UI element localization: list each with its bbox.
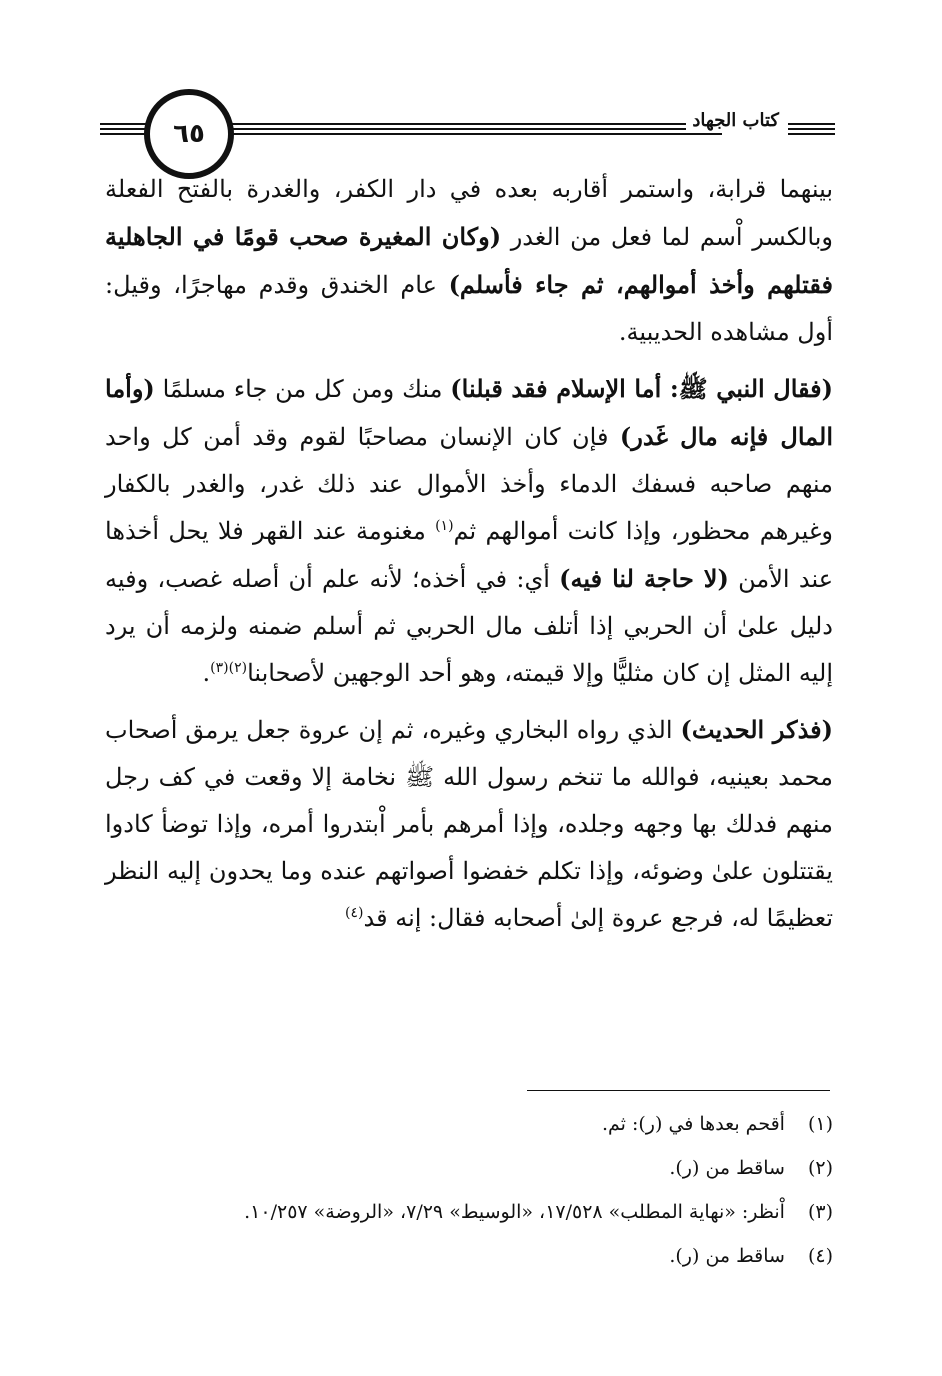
commentary-text: فإن كان الإنسان مصاحبًا لقوم وقد أمن كل واحد منهم صاحبه فسفك الدماء وأخذ الأموال عند ذلك غدر، والغدر بالكفار وغيرهم محظور، وإذا كانت أموالهم ثم [105,423,833,545]
commentary-text: . [202,659,211,687]
header-rule [788,123,835,125]
footnote-ref: (١) [435,518,454,534]
commentary-text: مغنومة عند القهر فلا يحل أخذها عند الأمن [105,517,834,593]
commentary-text: منك ومن كل من جاء مسلمًا [154,375,451,403]
footnote-number: (١) [807,1113,833,1135]
footnotes [150,1102,833,1278]
footnote-number: (٤) [807,1245,833,1267]
matn-quote: (وكان المغيرة صحب قومًا في الجاهلية فقتلهم وأخذ أموالهم، ثم جاء فأسلم) [105,222,833,299]
commentary-text: بينهما قرابة، واستمر أقاربه بعده في دار الكفر، والغدرة بالفتح الفعلة وبالكسر اْسم لما فعل من الغدر [105,175,834,251]
footnote-text: ساقط من (ر). [669,1245,785,1267]
commentary-text: أي: في أخذه؛ لأنه علم أن أصله غصب، وفيه دليل علىٰ أن الحربي إذا أتلف مال الحربي ثم أسلم ضمنه ولزمه أن يرد إليه المثل إن كان مثليًّا وإلا قيمته، وهو أحد الوجهين لأصحابنا [105,565,833,687]
book-title: كتاب الجهاد [686,110,785,131]
footnote-ref: (٢)(٣) [210,660,248,676]
footnote-text: ساقط من (ر). [669,1157,785,1179]
footnote [150,1102,833,1146]
header-rule [788,128,835,130]
footnote [150,1190,833,1234]
footnote-text: أقحم بعدها في (ر): ثم. [601,1113,785,1135]
paragraph-2 [105,365,833,697]
main-text [105,166,833,942]
commentary-text: عام الخندق وقدم مهاجرًا، وقيل: أول مشاهده الحديبية. [105,271,833,346]
paragraph-1 [105,166,833,356]
header-rule [788,133,835,135]
commentary-text: الذي رواه البخاري وغيره، ثم إن عروة جعل يرمق أصحاب محمد بعينيه، فوالله ما تنخم رسول الله ﷺ نخامة إلا وقعت في كف رجل منهم فدلك بها وجهه وجلده، وإذا أمرهم بأمر اْبتدروا أمره، وإذا توضأ كادوا يقتتلون علىٰ وضوئه، وإذا تكلم خفضوا أصواتهم عنده وما يحدون إليه النظر تعظيمًا له، فرجع عروة إلىٰ أصحابه فقال: إنه قد [105,716,833,932]
header-rule [212,123,722,125]
footnote-ref: (٤) [345,905,364,921]
matn-quote: (فذكر الحديث) [680,715,833,744]
paragraph-3 [105,706,833,942]
running-header [100,86,835,176]
matn-quote: (وأما المال فإنه مال غَدر) [105,374,833,451]
matn-quote: (فقال النبي ﷺ: أما الإسلام فقد قبلنا) [450,374,833,403]
matn-quote: (لا حاجة لنا فيه) [559,564,729,593]
footnote-number: (٣) [807,1201,833,1223]
header-rule [212,128,722,130]
footnote-text: اْنظر: «نهاية المطلب» ١٧/٥٢٨، «الوسيط» ٧/٢٩، «الروضة» ١٠/٢٥٧. [244,1201,785,1223]
footnote [150,1234,833,1278]
header-rule [212,133,722,135]
page-number: ٦٥ [173,119,205,149]
footnote-number: (٢) [807,1157,833,1179]
footnote [150,1146,833,1190]
footnote-separator [527,1090,830,1091]
